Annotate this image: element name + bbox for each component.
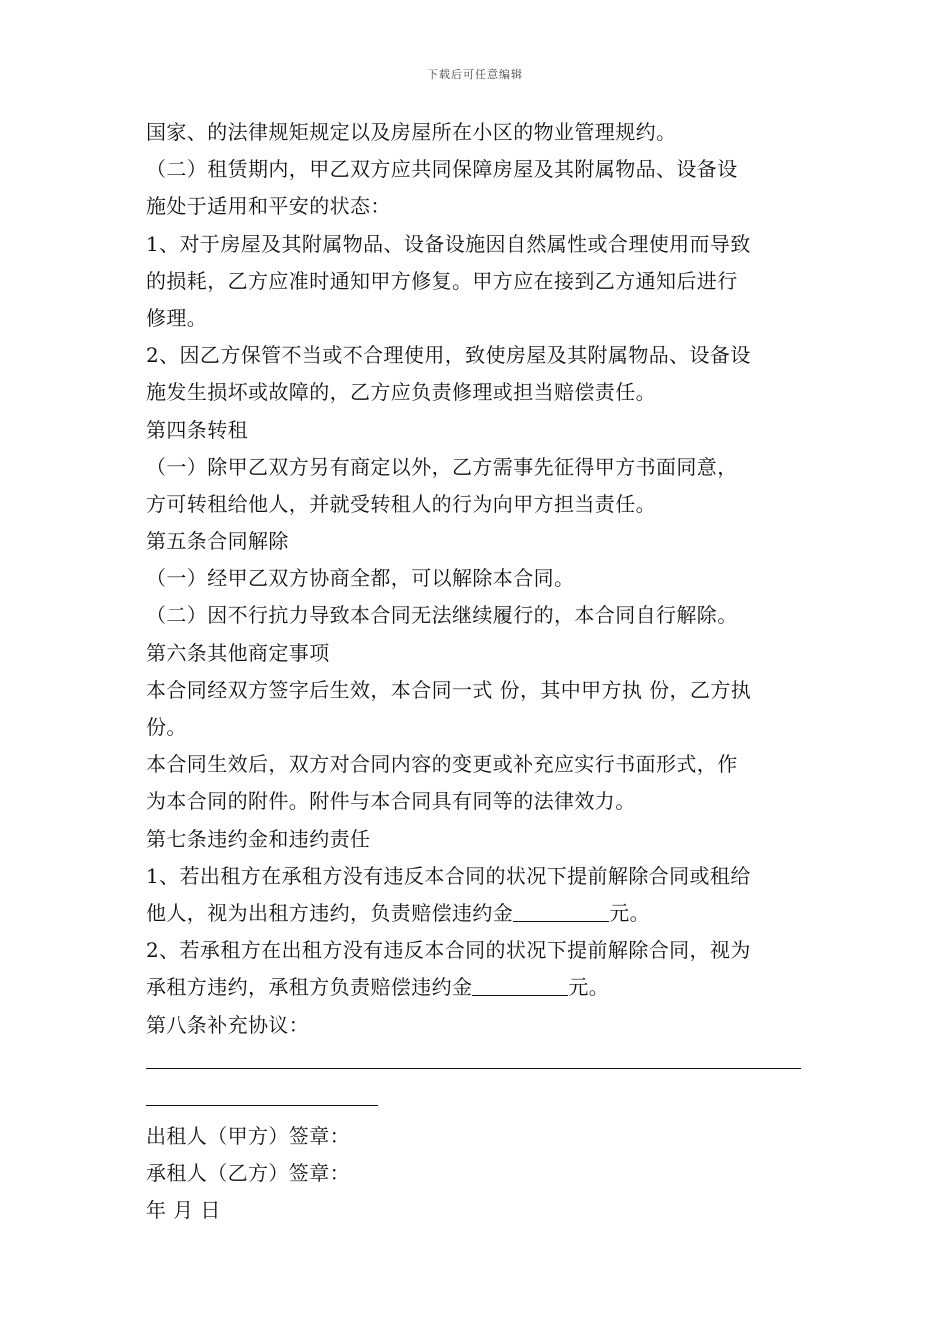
paragraph-line: 2、若承租方在出租方没有违反本合同的状况下提前解除合同，视为 bbox=[146, 938, 751, 963]
line-text: 承租方违约，承租方负责赔偿违约金 bbox=[146, 975, 473, 1000]
paragraph-line: 方可转租给他人，并就受转租人的行为向甲方担当责任。 bbox=[146, 491, 656, 516]
paragraph-line: 施发生损坏或故障的，乙方应负责修理或担当赔偿责任。 bbox=[146, 380, 656, 405]
line-text: 他人，视为出租方违约，负责赔偿违约金 bbox=[146, 900, 514, 925]
section-heading: 第四条转租 bbox=[146, 417, 248, 442]
date-label: 年 月 日 bbox=[146, 1198, 221, 1223]
paragraph-line bbox=[146, 969, 811, 1006]
lessee-signature-label: 承租人（乙方）签章： bbox=[146, 1161, 350, 1186]
paragraph-line: 施处于适用和平安的状态： bbox=[146, 194, 391, 219]
paragraph-line: 2、因乙方保管不当或不合理使用，致使房屋及其附属物品、设备设 bbox=[146, 343, 751, 368]
line-text: 元。 bbox=[609, 900, 651, 925]
blank-rule bbox=[146, 1081, 378, 1106]
section-heading: 第八条补充协议： bbox=[146, 1012, 310, 1037]
section-heading: 第六条其他商定事项 bbox=[146, 640, 330, 665]
paragraph-line: 本合同生效后，双方对合同内容的变更或补充应实行书面形式，作 bbox=[146, 752, 738, 777]
paragraph-line: 份。 bbox=[146, 715, 187, 739]
paragraph-line: 国家、的法律规矩规定以及房屋所在小区的物业管理规约。 bbox=[146, 120, 677, 144]
paragraph-line: 1、对于房屋及其附属物品、设备设施因自然属性或合理使用而导致 bbox=[146, 231, 751, 256]
page-header: 下载后可任意编辑 bbox=[427, 68, 523, 81]
paragraph-line: 修理。 bbox=[146, 305, 208, 330]
lessor-signature-label: 出租人（甲方）签章： bbox=[146, 1124, 350, 1149]
penalty-amount-blank bbox=[472, 971, 568, 996]
paragraph-line: 1、若出租方在承租方没有违反本合同的状况下提前解除合同或租给 bbox=[146, 863, 751, 888]
penalty-amount-blank bbox=[513, 897, 609, 922]
blank-rule bbox=[146, 1044, 801, 1069]
section-heading: 第七条违约金和违约责任 bbox=[146, 826, 371, 851]
paragraph-line: 本合同经双方签字后生效，本合同一式 份，其中甲方执 份，乙方执 bbox=[146, 677, 752, 702]
paragraph-line: （二）租赁期内，甲乙双方应共同保障房屋及其附属物品、设备设 bbox=[146, 157, 738, 182]
paragraph-line: （二）因不行抗力导致本合同无法继续履行的，本合同自行解除。 bbox=[146, 603, 738, 628]
paragraph-line: 为本合同的附件。附件与本合同具有同等的法律效力。 bbox=[146, 789, 636, 814]
line-text: 元。 bbox=[568, 975, 610, 1000]
supplement-line bbox=[146, 1044, 811, 1081]
section-heading: 第五条合同解除 bbox=[146, 529, 289, 554]
supplement-line bbox=[146, 1081, 811, 1118]
paragraph-line bbox=[146, 895, 811, 932]
paragraph-line: 的损耗，乙方应准时通知甲方修复。甲方应在接到乙方通知后进行 bbox=[146, 268, 738, 293]
contract-body bbox=[146, 114, 811, 1230]
paragraph-line: （一）除甲乙双方另有商定以外，乙方需事先征得甲方书面同意， bbox=[146, 454, 738, 479]
paragraph-line: （一）经甲乙双方协商全都，可以解除本合同。 bbox=[146, 566, 575, 591]
